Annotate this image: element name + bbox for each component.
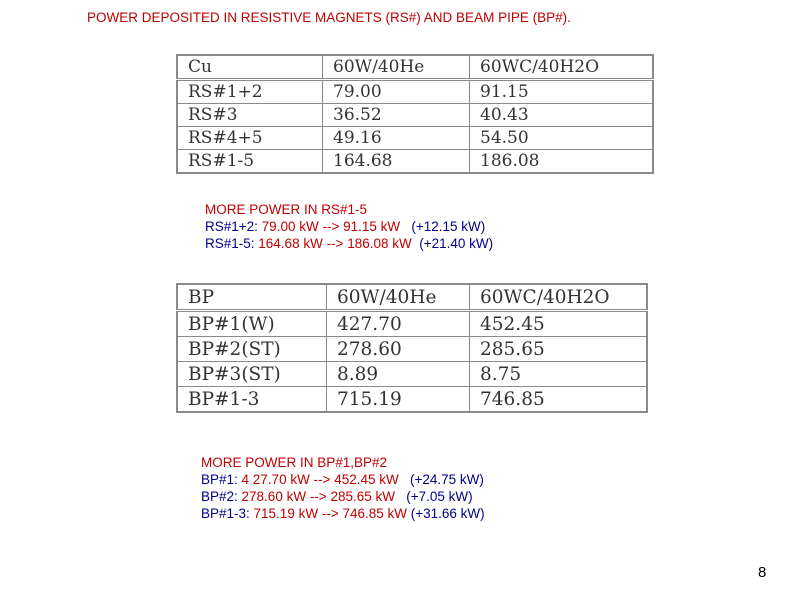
table-cell: BP#1(W) xyxy=(177,311,327,337)
rs-note-heading: MORE POWER IN RS#1-5 xyxy=(205,202,368,217)
rs-note-delta: (+21.40 kW) xyxy=(411,236,494,251)
slide-title: POWER DEPOSITED IN RESISTIVE MAGNETS (RS#) AND BEAM PIPE (BP#). xyxy=(87,10,571,25)
table-header-cell: 60W/40He xyxy=(323,55,470,80)
table-cell: 452.45 xyxy=(470,311,648,337)
table-row xyxy=(177,311,647,337)
rs-power-table xyxy=(176,54,654,174)
bp-note-delta: (+24.75 kW) xyxy=(398,472,484,487)
table-cell: BP#3(ST) xyxy=(177,362,327,387)
page-number: 8 xyxy=(758,564,767,581)
table-cell: 164.68 xyxy=(323,150,470,174)
table-cell: 746.85 xyxy=(470,387,648,413)
table-cell: 715.19 xyxy=(327,387,470,413)
rs-note-values: 79.00 kW --> 91.15 kW xyxy=(257,219,401,234)
table-cell: 91.15 xyxy=(470,80,654,104)
table-cell: BP#2(ST) xyxy=(177,337,327,362)
table-row xyxy=(177,387,647,413)
table-header-cell: 60W/40He xyxy=(327,284,470,311)
table-cell: RS#1+2 xyxy=(177,80,323,104)
table-header-row xyxy=(177,55,653,80)
bp-note-heading: MORE POWER IN BP#1,BP#2 xyxy=(201,455,388,470)
table-cell: 285.65 xyxy=(470,337,648,362)
table-cell: 8.75 xyxy=(470,362,648,387)
bp-note-line xyxy=(201,471,485,488)
bp-note-line xyxy=(201,488,485,505)
table-cell: RS#1-5 xyxy=(177,150,323,174)
rs-note-label: RS#1+2: xyxy=(205,219,258,234)
bp-note-label: BP#2: xyxy=(201,489,238,504)
table-row xyxy=(177,150,653,174)
rs-note-line xyxy=(205,235,493,252)
table-cell: BP#1-3 xyxy=(177,387,327,413)
table-cell: 186.08 xyxy=(470,150,654,174)
table-header-cell: 60WC/40H2O xyxy=(470,284,648,311)
table-row xyxy=(177,127,653,150)
table-row xyxy=(177,80,653,104)
bp-note-delta: (+7.05 kW) xyxy=(394,489,473,504)
table-row xyxy=(177,362,647,387)
table-header-row xyxy=(177,284,647,311)
table-row xyxy=(177,104,653,127)
table-cell: 36.52 xyxy=(323,104,470,127)
table-header-cell: BP xyxy=(177,284,327,311)
rs-note-values: 164.68 kW --> 186.08 kW xyxy=(254,236,412,251)
table-cell: 40.43 xyxy=(470,104,654,127)
bp-note-line xyxy=(201,505,485,522)
table-cell: 79.00 xyxy=(323,80,470,104)
table-header-cell: Cu xyxy=(177,55,323,80)
bp-power-table xyxy=(176,283,648,413)
bp-note-delta: (+31.66 kW) xyxy=(406,506,485,521)
bp-note-label: BP#1: xyxy=(201,472,238,487)
bp-note-label: BP#1-3: xyxy=(201,506,250,521)
bp-note-values: 715.19 kW --> 746.85 kW xyxy=(249,506,407,521)
bp-note-values: 278.60 kW --> 285.65 kW xyxy=(237,489,395,504)
rs-note-label: RS#1-5: xyxy=(205,236,255,251)
table-cell: 8.89 xyxy=(327,362,470,387)
table-header-cell: 60WC/40H2O xyxy=(470,55,654,80)
rs-summary-note xyxy=(205,201,493,252)
rs-note-delta: (+12.15 kW) xyxy=(400,219,486,234)
rs-note-line xyxy=(205,218,493,235)
table-cell: 54.50 xyxy=(470,127,654,150)
table-cell: RS#3 xyxy=(177,104,323,127)
table-cell: RS#4+5 xyxy=(177,127,323,150)
table-cell: 427.70 xyxy=(327,311,470,337)
bp-note-values: 4 27.70 kW --> 452.45 kW xyxy=(237,472,399,487)
table-cell: 49.16 xyxy=(323,127,470,150)
table-cell: 278.60 xyxy=(327,337,470,362)
table-row xyxy=(177,337,647,362)
bp-summary-note xyxy=(201,454,485,522)
